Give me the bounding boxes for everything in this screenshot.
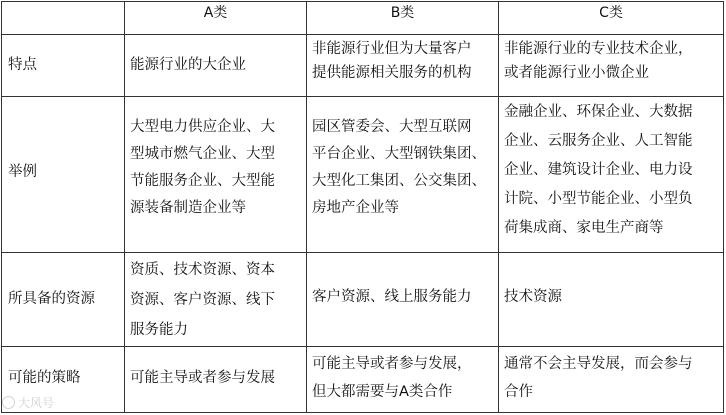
cell-line: 计院、小型节能企业、小型负	[504, 191, 693, 207]
cell-line: 提供能源相关服务的机构	[312, 65, 472, 81]
cell-line: 或者能源行业小微企业	[504, 65, 649, 81]
cell-line: 大型电力供应企业、大	[130, 119, 275, 135]
cell-b-strategy	[312, 350, 472, 406]
cell-line: 企业、建筑设计企业、电力设	[504, 162, 693, 178]
cell-line: 房地产企业等	[312, 200, 399, 216]
cell-a-examples	[130, 114, 275, 222]
row-label-examples: 举例	[8, 164, 37, 180]
cell-line: 资质、技术资源、资本	[130, 262, 275, 278]
cell-b-features	[312, 37, 472, 85]
cell-line: 可能主导或者参与发展，	[312, 356, 472, 372]
cell-line: 非能源行业但为大量客户	[312, 41, 472, 57]
cell-line: 服务能力	[130, 322, 188, 338]
cell-line: 能源行业的大企业	[130, 57, 246, 73]
cell-line: 金融企业、环保企业、大数据	[504, 104, 693, 120]
cell-line: 平台企业、大型钢铁集团、	[312, 146, 486, 162]
cell-line: 技术资源	[504, 289, 562, 305]
cell-line: 园区管委会、大型互联网	[312, 119, 472, 135]
header-class-c: C类	[599, 5, 623, 21]
cell-line: 通常不会主导发展，而会参与	[504, 356, 693, 372]
cell-b-examples	[312, 114, 486, 222]
cell-line: 企业、云服务企业、人工智能	[504, 133, 693, 149]
cell-a-features	[130, 53, 246, 77]
cell-c-features	[504, 37, 693, 85]
cell-line: 合作	[504, 384, 533, 400]
cell-c-strategy	[504, 350, 693, 406]
row-label-resources: 所具备的资源	[8, 291, 95, 307]
cell-line: 非能源行业的专业技术企业，	[504, 41, 693, 57]
header-class-a: A类	[203, 5, 228, 21]
row-label-strategy: 可能的策略	[8, 370, 81, 386]
cell-a-resources	[130, 255, 275, 345]
cell-line: 但大都需要与A类合作	[312, 384, 453, 400]
watermark-text: 大风号	[18, 396, 55, 410]
cell-line: 源装备制造企业等	[130, 200, 246, 216]
cell-c-resources	[504, 285, 562, 309]
cell-b-resources	[312, 285, 472, 309]
cell-line: 型城市燃气企业、大型	[130, 146, 275, 162]
cell-line: 可能主导或者参与发展	[130, 370, 275, 386]
cell-c-examples	[504, 98, 693, 243]
watermark-logo-icon	[2, 396, 15, 409]
watermark	[2, 394, 54, 411]
cell-line: 大型化工集团、公交集团、	[312, 173, 486, 189]
header-class-b: B类	[390, 5, 415, 21]
cell-a-strategy	[130, 366, 275, 390]
cell-line: 资源、客户资源、线下	[130, 292, 275, 308]
cell-line: 客户资源、线上服务能力	[312, 289, 472, 305]
cell-line: 节能服务企业、大型能	[130, 173, 275, 189]
cell-line: 荷集成商、家电生产商等	[504, 220, 664, 236]
row-label-features: 特点	[8, 57, 37, 73]
